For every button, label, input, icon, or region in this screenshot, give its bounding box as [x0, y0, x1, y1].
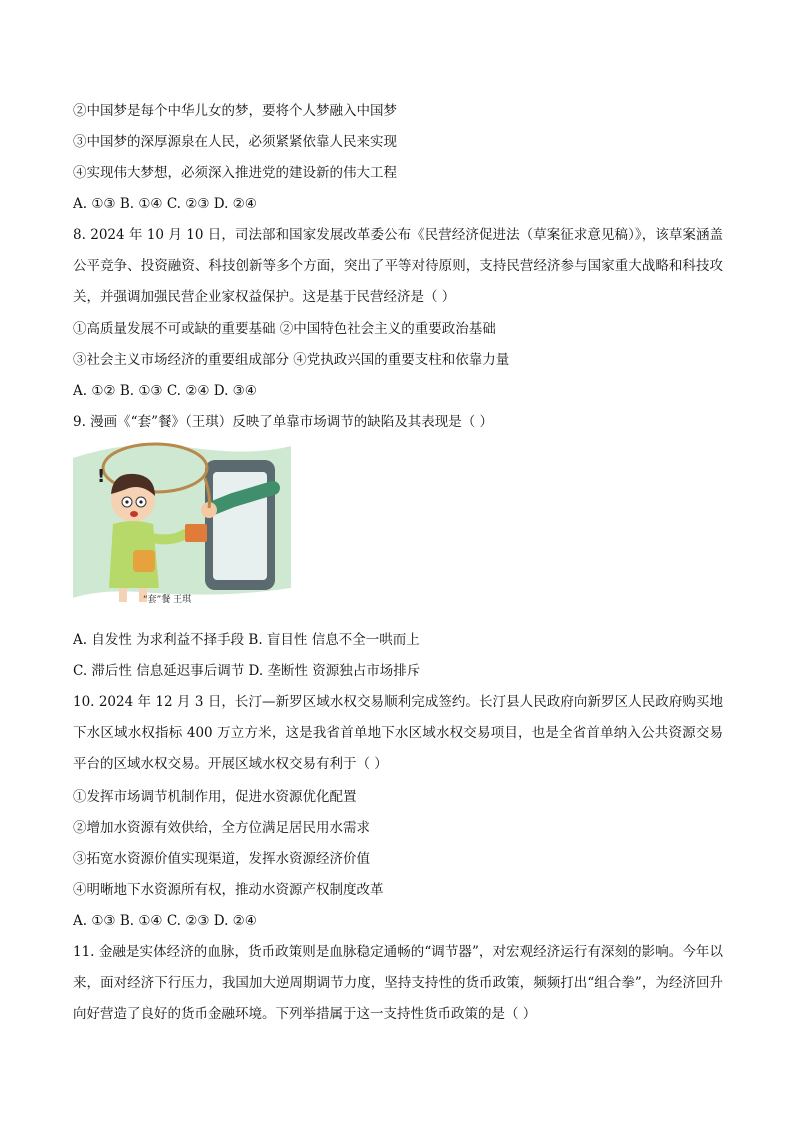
q7-option-2: ②中国梦是每个中华儿女的梦，要将个人梦融入中国梦: [73, 103, 397, 119]
svg-text:!: !: [97, 466, 106, 487]
q7-option-4: ④实现伟大梦想，必须深入推进党的建设新的伟大工程: [73, 165, 397, 181]
q10-option-4: ④明晰地下水资源所有权，推动水资源产权制度改革: [73, 882, 384, 898]
q10-answer-choices: A. ①③ B. ①④ C. ②③ D. ②④: [73, 913, 257, 929]
cartoon-caption: “套”餐 王琪: [143, 595, 192, 605]
q9-answer-choices-cd: C. 滞后性 信息延迟事后调节 D. 垄断性 资源独占市场排斥: [73, 663, 421, 679]
q7-answer-choices: A. ①③ B. ①④ C. ②③ D. ②④: [73, 196, 257, 212]
q8-options-1-2: ①高质量发展不可或缺的重要基础 ②中国特色社会主义的重要政治基础: [73, 321, 496, 337]
q10-option-2: ②增加水资源有效供给，全方位满足居民用水需求: [73, 820, 370, 836]
q10-option-1: ①发挥市场调节机制作用，促进水资源优化配置: [73, 789, 357, 805]
q8-answer-choices: A. ①② B. ①③ C. ②④ D. ③④: [73, 383, 257, 399]
q10-stem: 10. 2024 年 12 月 3 日，长汀—新罗区域水权交易顺利完成签约。长汀县人民政府向新罗区人民政府购买地下水区域水权指标 400 万立方米，这是我省首单地下水区域水权交易项目，也是全省首单纳入公共资源交易平台的区域水权交易。开展区域水权交易有利于（ ）: [73, 694, 723, 772]
q8-stem: 8. 2024 年 10 月 10 日，司法部和国家发展改革委公布《民营经济促进法（草案征求意见稿）》，该草案涵盖公平竞争、投资融资、科技创新等多个方面，突出了平等对待原则，支持民营经济参与国家重大战略和科技攻关，并强调加强民营企业家权益保护。这是基于民营经济是（ ）: [73, 227, 723, 305]
q10-option-3: ③拓宽水资源价值实现渠道，发挥水资源经济价值: [73, 851, 370, 867]
cartoon-image: [73, 438, 291, 610]
q11-stem: 11. 金融是实体经济的血脉，货币政策则是血脉稳定通畅的“调节器”，对宏观经济运行有深刻的影响。今年以来，面对经济下行压力，我国加大逆周期调节力度，坚持支持性的货币政策，频频打出“组合拳”，为经济回升向好营造了良好的货币金融环境。下列举措属于这一支持性货币政策的是（ ）: [73, 944, 723, 1022]
q9-stem: 9. 漫画《“套”餐》（王琪）反映了单靠市场调节的缺陷及其表现是（ ）: [73, 414, 494, 430]
q9-answer-choices-ab: A. 自发性 为求利益不择手段 B. 盲目性 信息不全一哄而上: [73, 632, 420, 648]
q8-options-3-4: ③社会主义市场经济的重要组成部分 ④党执政兴国的重要支柱和依靠力量: [73, 352, 510, 368]
q7-option-3: ③中国梦的深厚源泉在人民，必须紧紧依靠人民来实现: [73, 134, 397, 150]
